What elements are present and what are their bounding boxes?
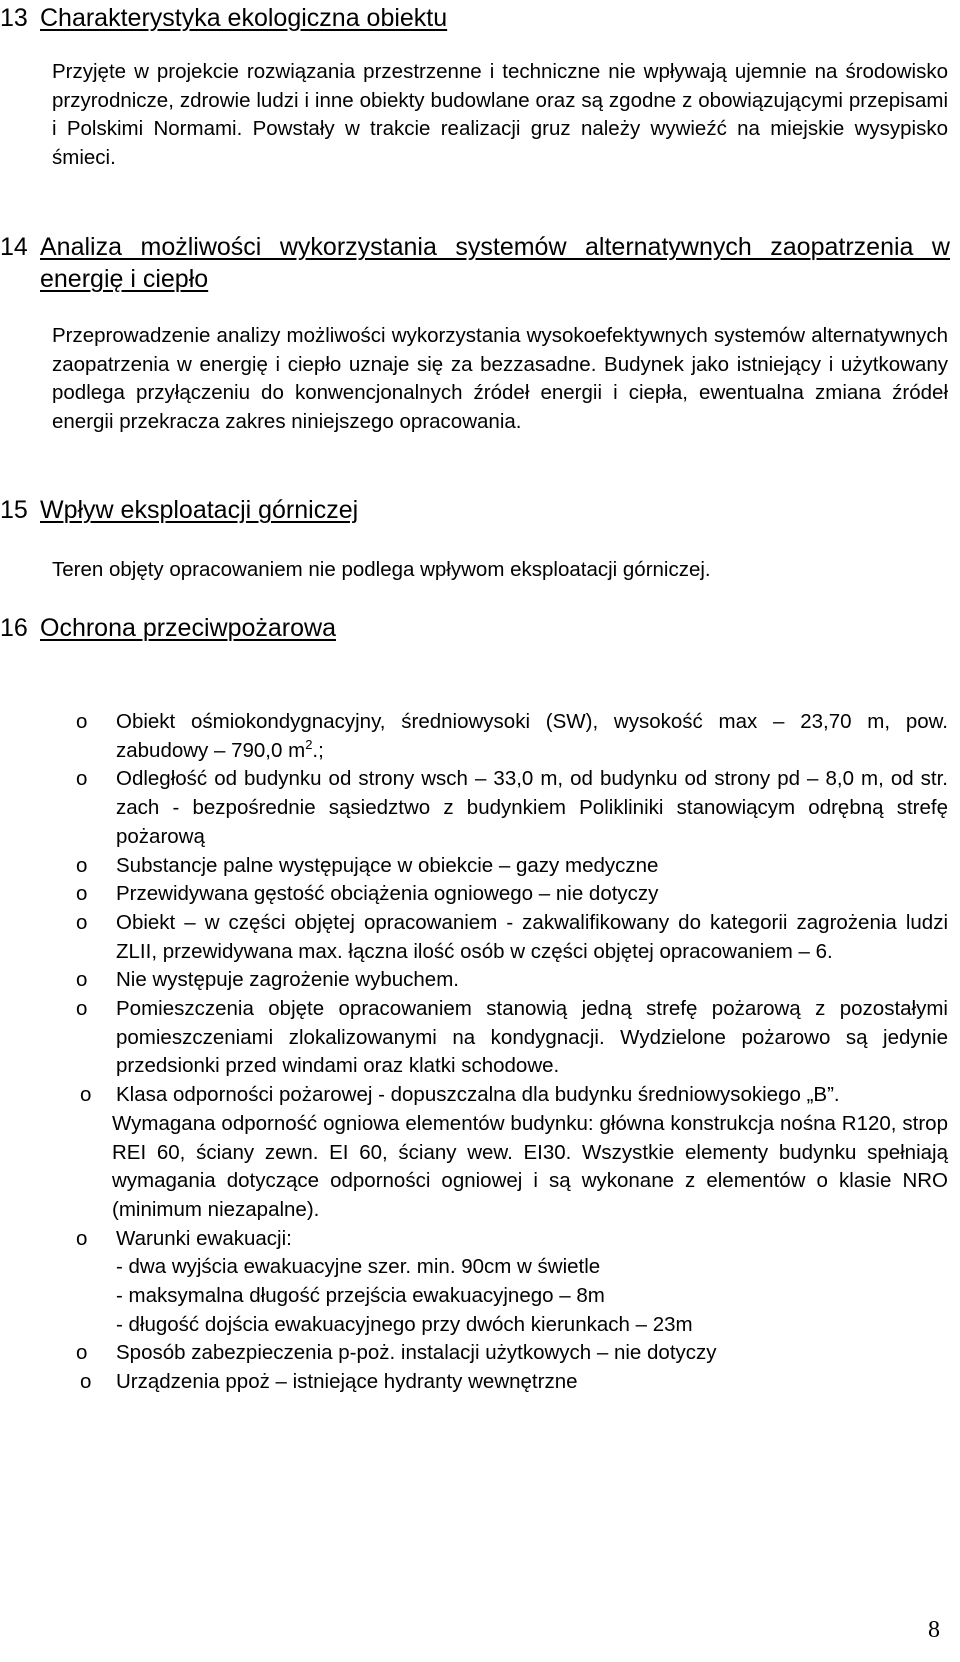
- bullet-marker: o: [76, 1226, 88, 1250]
- bullet-marker: o: [76, 853, 88, 877]
- list-item-text: Substancje palne występujące w obiekcie – gazy medyczne: [116, 853, 659, 877]
- list-item-text: Warunki ewakuacji:: [116, 1226, 292, 1250]
- evacuation-line: - maksymalna długość przejścia ewakuacyjnego – 8m: [116, 1284, 605, 1308]
- section-16-number: 16: [0, 614, 28, 642]
- bullet-marker: o: [76, 767, 88, 791]
- list-item: [80, 1081, 948, 1110]
- list-item: [76, 880, 948, 909]
- list-item-text: Sposób zabezpieczenia p-poż. instalacji użytkowych – nie dotyczy: [116, 1341, 717, 1365]
- bullet-marker: o: [76, 997, 88, 1021]
- list-item-text: Klasa odporności pożarowej - dopuszczalna dla budynku średniowysokiego „B”.: [116, 1083, 840, 1107]
- section-16-heading: [0, 612, 950, 644]
- list-item: [76, 852, 948, 881]
- list-item-tail: .;: [312, 738, 324, 762]
- section-13-paragraph: Przyjęte w projekcie rozwiązania przestrzenne i techniczne nie wpływają ujemnie na środowisko przyrodnicze, zdrowie ludzi i inne obiekty budowlane oraz są zgodne z obowiązującymi przepisami i Polskimi Normami. Powstały w trakcie realizacji gruz należy wywieźć na miejskie wysypisko śmieci.: [52, 60, 948, 169]
- list-item-text: Obiekt – w części objętej opracowaniem - zakwalifikowany do kategorii zagrożenia ludzi ZLII, przewidywana max. łączna ilość osób w części objętej opracowaniem – 6.: [116, 910, 948, 963]
- list-item: [80, 1368, 948, 1397]
- section-14-number: 14: [0, 233, 28, 261]
- list-item-text: Obiekt ośmiokondygnacyjny, średniowysoki (SW), wysokość max – 23,70 m, pow. zabudowy – 790,0 m: [116, 710, 948, 762]
- list-item-text: Odległość od budynku od strony wsch – 33,0 m, od budynku od strony pd – 8,0 m, od str. zach - bezpośrednie sąsiedztwo z budynkiem Polikliniki stanowiącym odrębną strefę pożarową: [116, 767, 948, 848]
- section-14-paragraph: Przeprowadzenie analizy możliwości wykorzystania wysokoefektywnych systemów alternatywnych zaopatrzenia w energię i ciepło uznaje się za bezzasadne. Budynek jako istniejący i użytkowany podlega przyłączeniu do konwencjonalnych źródeł energii i ciepła, ewentualna zmiana źródeł energii przekracza zakres niniejszego opracowania.: [52, 324, 948, 433]
- section-13-number: 13: [0, 4, 28, 32]
- bullet-marker: o: [76, 1341, 88, 1365]
- list-item-text: Nie występuje zagrożenie wybuchem.: [116, 968, 459, 992]
- bullet-marker: o: [76, 910, 88, 934]
- evacuation-line: - dwa wyjścia ewakuacyjne szer. min. 90cm w świetle: [116, 1255, 601, 1279]
- section-16-title: Ochrona przeciwpożarowa: [40, 614, 336, 642]
- evacuation-line: - długość dojścia ewakuacyjnego przy dwóch kierunkach – 23m: [116, 1312, 693, 1336]
- bullet-marker: o: [76, 710, 88, 733]
- section-15-paragraph: Teren objęty opracowaniem nie podlega wpływom eksploatacji górniczej.: [52, 558, 711, 581]
- fire-resistance-note: Wymagana odporność ogniowa elementów budynku: główna konstrukcja nośna R120, strop REI 60, ściany zewn. EI 60, ściany wew. EI30. Wszystkie elementy budynku spełniają wymagania dotyczące odporności ogniowej i są wykonane z elementów o klasie NRO (minimum niezapalne).: [112, 1111, 948, 1221]
- list-item-text: Pomieszczenia objęte opracowaniem stanowią jedną strefę pożarową z pozostałymi pomieszczeniami zlokalizowanymi na kondygnacji. Wydzielone pożarowo są jedynie przedsionki przed windami oraz klatki schodowe.: [116, 997, 948, 1078]
- list-item: [76, 995, 948, 1081]
- page-number: 8: [928, 1617, 940, 1643]
- list-item: [76, 966, 948, 995]
- fire-protection-list: [0, 708, 960, 1397]
- list-item: [76, 1339, 948, 1368]
- list-item: [76, 909, 948, 966]
- section-15-title: Wpływ eksploatacji górniczej: [40, 496, 359, 524]
- bullet-marker: o: [76, 968, 88, 992]
- bullet-marker: o: [80, 1083, 92, 1107]
- section-13-title: Charakterystyka ekologiczna obiektu: [40, 4, 448, 32]
- section-14-title: Analiza możliwości wykorzystania systemów alternatywnych zaopatrzenia w energię i ciepło: [40, 233, 950, 293]
- list-item: [76, 708, 948, 765]
- section-13-heading: [0, 2, 950, 34]
- superscript: 2: [305, 736, 313, 752]
- section-15-number: 15: [0, 496, 28, 524]
- list-item: [76, 765, 948, 851]
- bullet-marker: o: [76, 882, 88, 906]
- list-item-text: Urządzenia ppoż – istniejące hydranty wewnętrzne: [116, 1370, 578, 1394]
- section-14-heading: [0, 231, 950, 295]
- bullet-marker: o: [80, 1370, 92, 1394]
- list-item: [76, 1225, 948, 1254]
- list-item-text: Przewidywana gęstość obciążenia ogniowego – nie dotyczy: [116, 882, 659, 906]
- section-15-heading: [0, 494, 950, 526]
